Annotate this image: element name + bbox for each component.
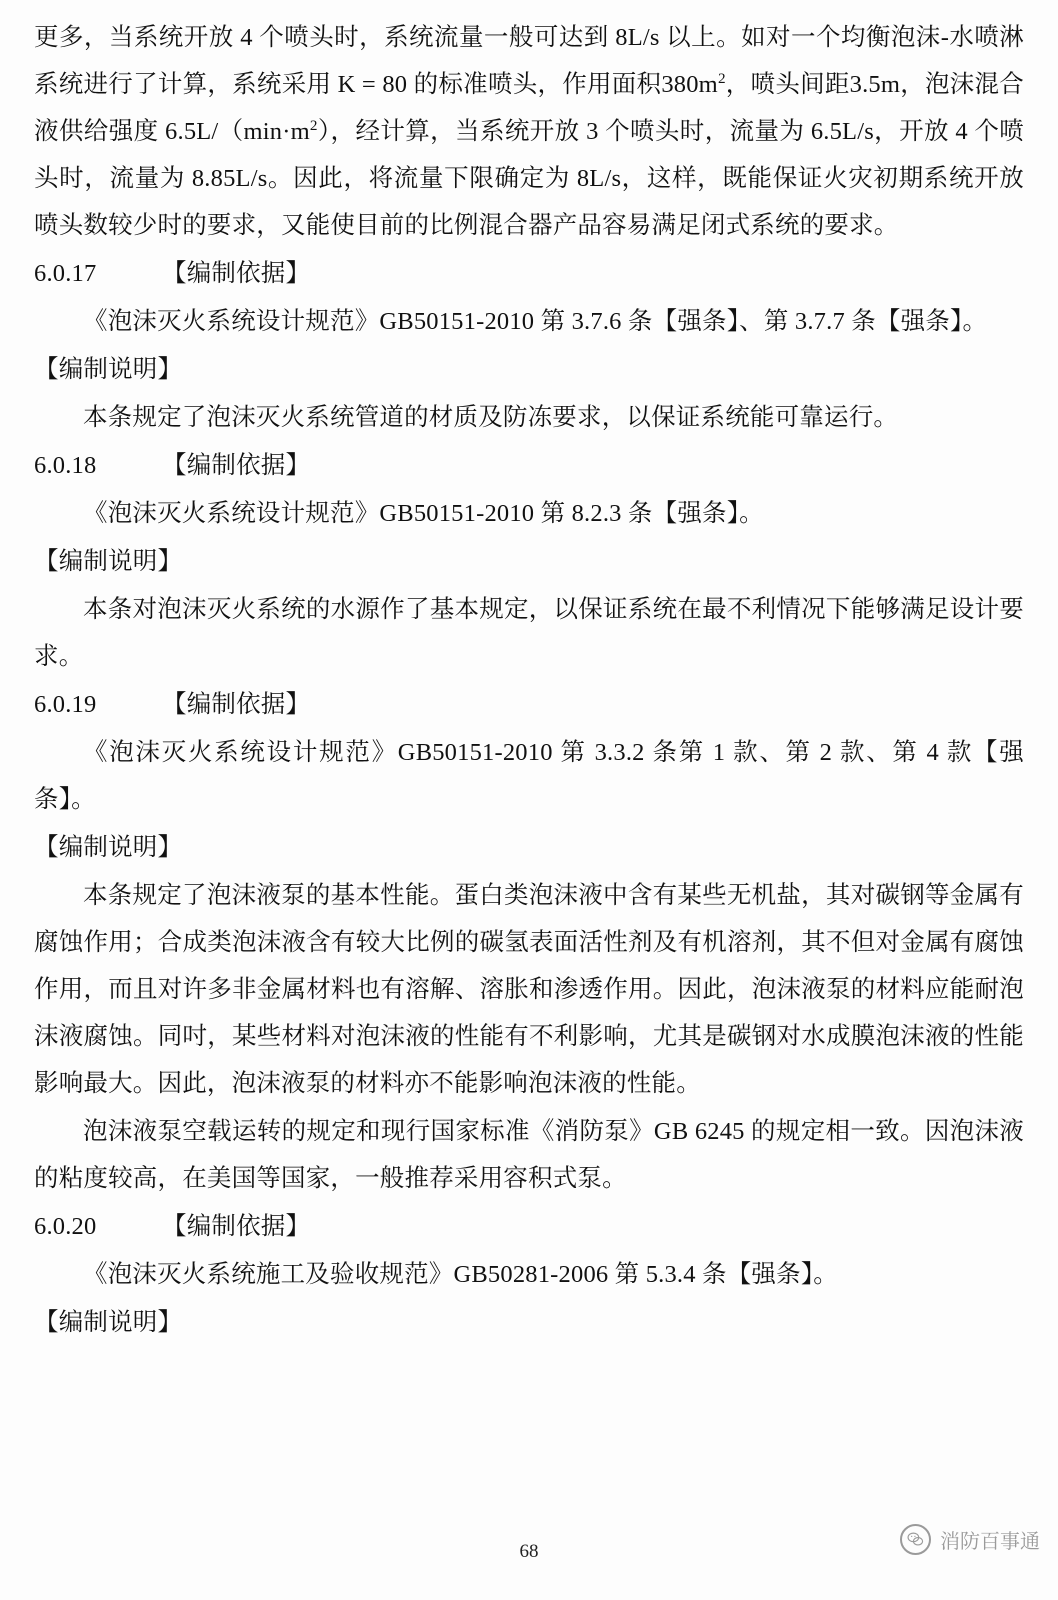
paragraph-13: 本条规定了泡沫液泵的基本性能。蛋白类泡沫液中含有某些无机盐，其对碳钢等金属有腐蚀作用；合成类泡沫液含有较大比例的碳氢表面活性剂及有机溶剂，其不但对金属有腐蚀作用，而且对许多非金属材料也有溶解、溶胀和渗透作用。因此，泡沫液泵的材料应能耐泡沫液腐蚀。同吋，某些材料对泡沫液的性能有不利影响，尤其是碳钢对水成膜泡沫液的性能影响最大。因此，泡沫液泵的材料亦不能影响泡沫液的性能。	[34, 882, 1024, 1097]
paragraph-14: 泡沫液泵空载运转的规定和现行国家标准《消防泵》GB 6245 的规定相一致。因泡沫液的粘度较高，在美国等国家，一般推荐采用容积式泵。	[34, 1118, 1024, 1192]
paragraph-7: 《泡沫灭火系统设计规范》GB50151-2010 第 8.2.3 条【强条】。	[83, 500, 764, 527]
section-heading-6-0-17: 6.0.17 【编制依据】	[34, 260, 311, 287]
wechat-icon	[900, 1524, 931, 1555]
section-heading-6-0-20: 6.0.20 【编制依据】	[34, 1213, 311, 1240]
paragraph-11: 《泡沫灭火系统设计规范》GB50151-2010 第 3.3.2 条第 1 款、第 2 款、第 4 款【强条】。	[34, 739, 1024, 813]
watermark	[900, 1524, 1040, 1555]
paragraph-1: 更多，当系统开放 4 个喷头时，系统流量一般可达到 8L/s 以上。如对一个均衡泡沫-水喷淋系统进行了计算，系统采用 K = 80 的标准喷头，作用面积$380m^2$，喷头间距3.5m，泡沫混合液供给强度 $6.5L/(\min\cdot m^2)$，经计算，当系统开放 3 个喷头时，流量为 6.5L/s，开放 4 个喷头时，流量为 8.85L/s。因此，将流量下限确定为 8L/s，这样，既能保证火灾初期系统开放喷头数较少时的要求，又能使目前的比例混合器产品容易满足闭式系统的要求。	[34, 24, 1024, 239]
document-body	[34, 14, 1024, 1347]
label-compilation-note-4: 【编制说明】	[34, 1309, 183, 1336]
paragraph-9: 本条对泡沫灭火系统的水源作了基本规定，以保证系统在最不利情况下能够满足设计要求。	[34, 596, 1024, 670]
label-compilation-note-3: 【编制说明】	[34, 834, 183, 861]
label-compilation-note-2: 【编制说明】	[34, 548, 183, 575]
section-heading-6-0-18: 6.0.18 【编制依据】	[34, 452, 311, 479]
paragraph-5: 本条规定了泡沫灭火系统管道的材质及防冻要求，以保证系统能可靠运行。	[83, 404, 899, 431]
paragraph-16: 《泡沫灭火系统施工及验收规范》GB50281-2006 第 5.3.4 条【强条】。	[83, 1261, 838, 1288]
section-heading-6-0-19: 6.0.19 【编制依据】	[34, 691, 311, 718]
page-number: 68	[519, 1541, 539, 1562]
watermark-label: 消防百事通	[940, 1531, 1040, 1553]
paragraph-3: 《泡沫灭火系统设计规范》GB50151-2010 第 3.7.6 条【强条】、第 3.7.7 条【强条】。	[83, 308, 988, 335]
label-compilation-note-1: 【编制说明】	[34, 356, 183, 383]
